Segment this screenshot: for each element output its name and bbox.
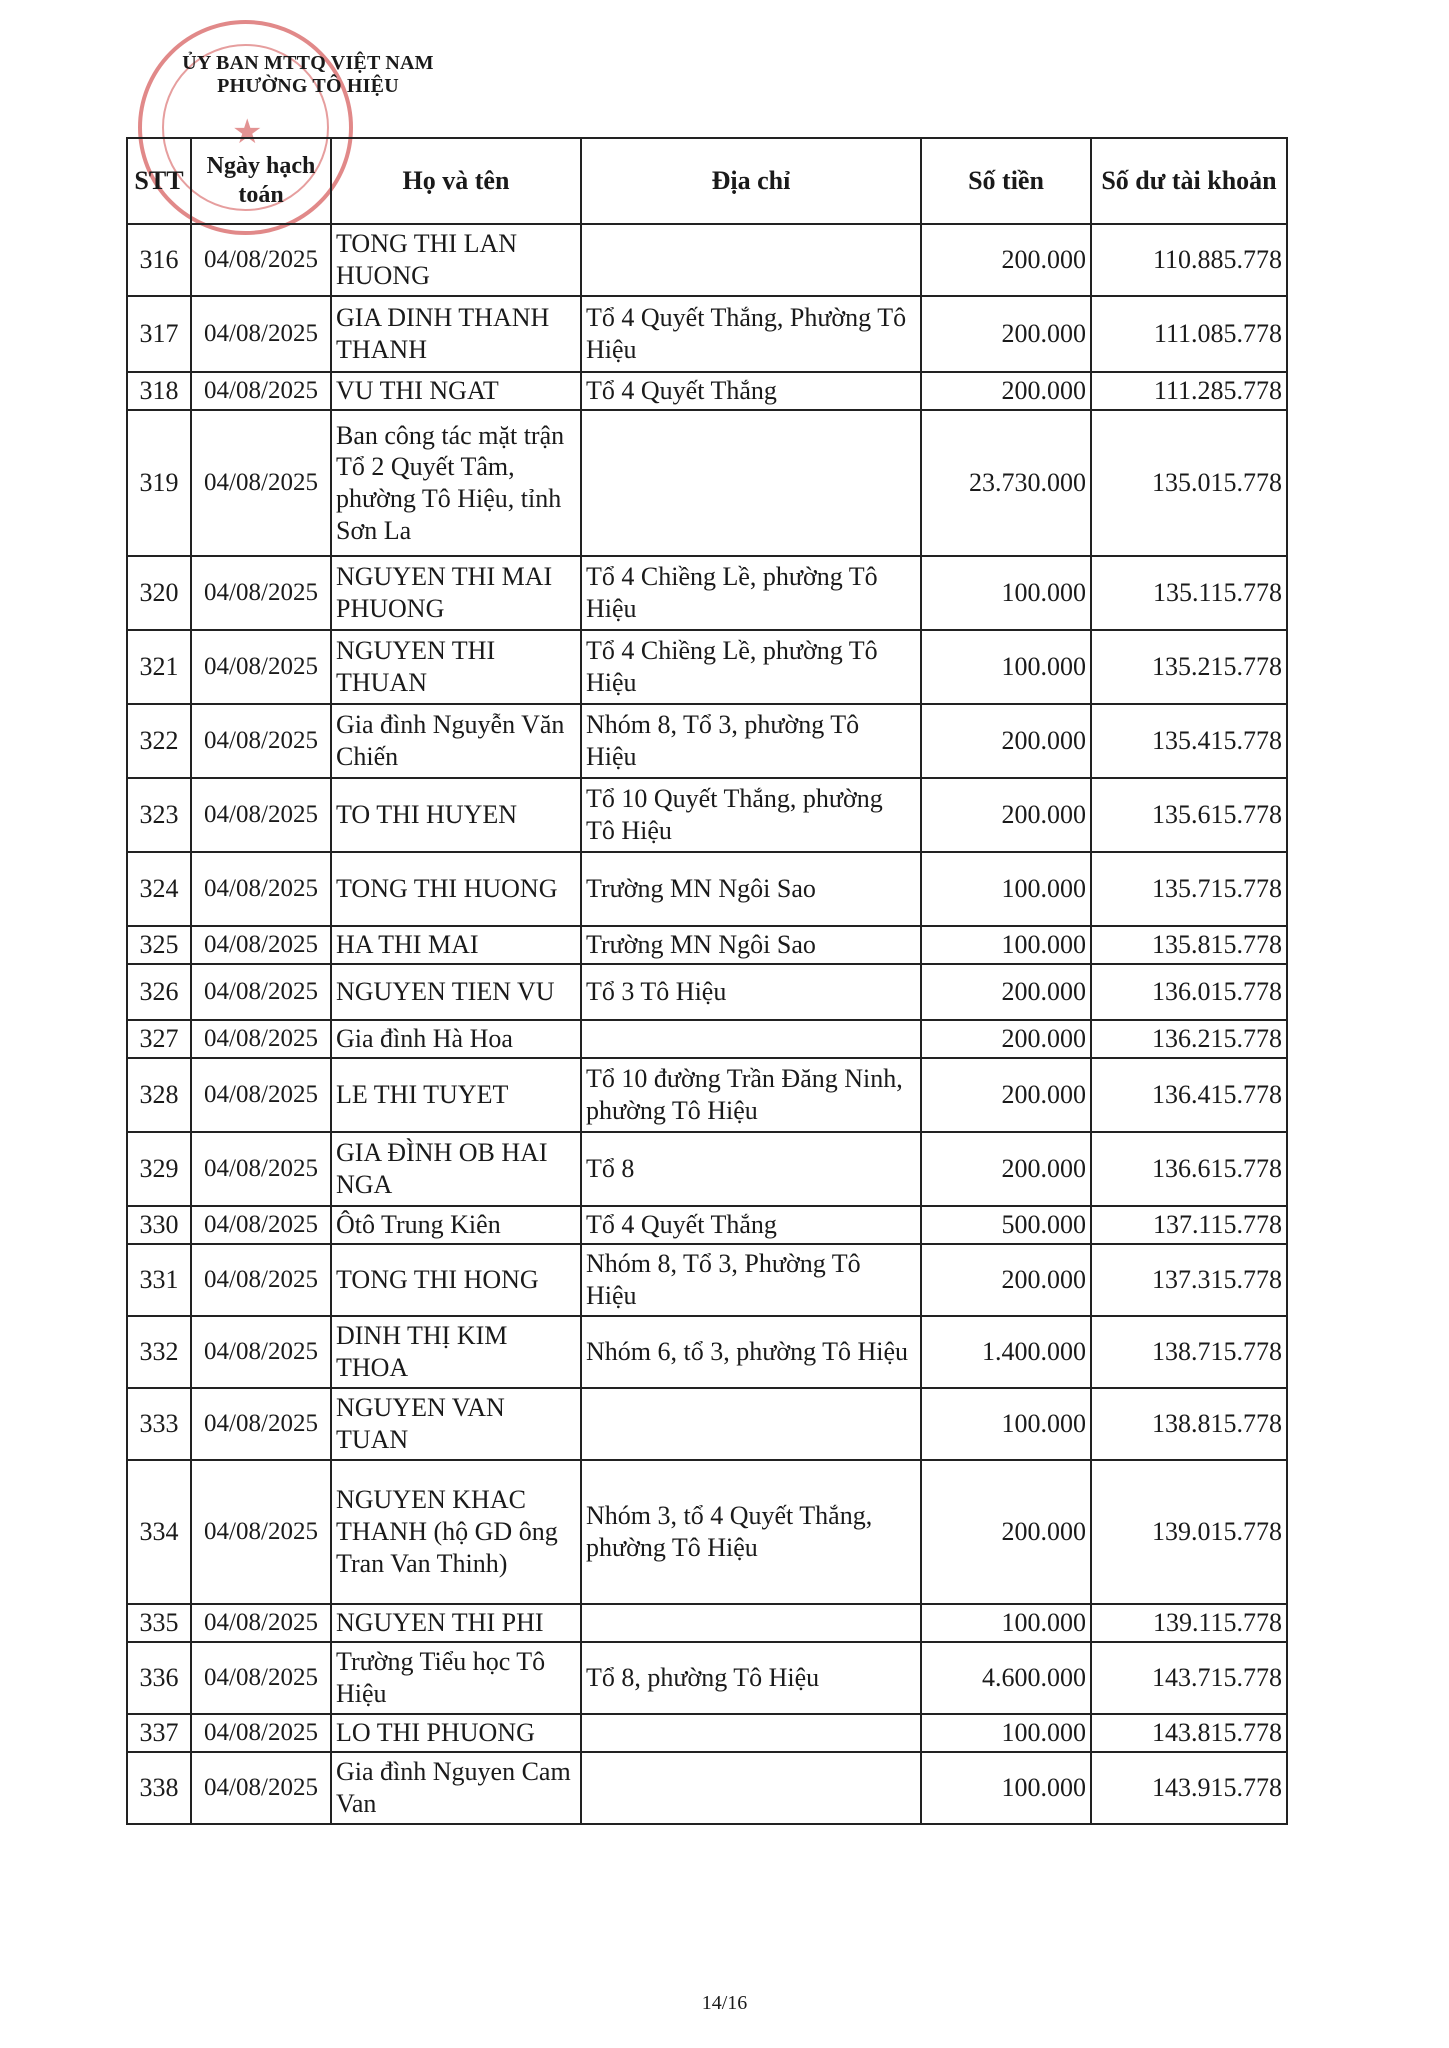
cell-name: GIA ĐÌNH OB HAI NGA <box>331 1132 581 1206</box>
cell-address <box>581 1714 921 1752</box>
cell-stt: 316 <box>127 224 191 296</box>
cell-address: Nhóm 8, Tổ 3, Phường Tô Hiệu <box>581 1244 921 1316</box>
cell-balance: 143.815.778 <box>1091 1714 1287 1752</box>
cell-balance: 138.815.778 <box>1091 1388 1287 1460</box>
cell-balance: 135.615.778 <box>1091 778 1287 852</box>
table-row <box>127 296 1287 372</box>
cell-name: TONG THI HONG <box>331 1244 581 1316</box>
table-row <box>127 1020 1287 1058</box>
cell-address: Tổ 4 Quyết Thắng <box>581 1206 921 1244</box>
cell-amount: 4.600.000 <box>921 1642 1091 1714</box>
header-stt: STT <box>127 138 191 224</box>
cell-name: Ban công tác mặt trận Tổ 2 Quyết Tâm, phường Tô Hiệu, tỉnh Sơn La <box>331 410 581 556</box>
cell-name: Gia đình Nguyen Cam Van <box>331 1752 581 1824</box>
cell-address: Trường MN Ngôi Sao <box>581 852 921 926</box>
table-row <box>127 1206 1287 1244</box>
cell-stt: 323 <box>127 778 191 852</box>
table-row <box>127 1642 1287 1714</box>
cell-amount: 100.000 <box>921 1388 1091 1460</box>
cell-date: 04/08/2025 <box>191 1388 331 1460</box>
table-row <box>127 778 1287 852</box>
cell-amount: 200.000 <box>921 704 1091 778</box>
cell-balance: 139.015.778 <box>1091 1460 1287 1604</box>
table-row <box>127 1460 1287 1604</box>
cell-address: Tổ 8 <box>581 1132 921 1206</box>
ledger-body <box>127 224 1287 1824</box>
cell-date: 04/08/2025 <box>191 926 331 964</box>
cell-stt: 328 <box>127 1058 191 1132</box>
cell-amount: 100.000 <box>921 1752 1091 1824</box>
cell-stt: 329 <box>127 1132 191 1206</box>
table-header-row <box>127 138 1287 224</box>
header-address: Địa chỉ <box>581 138 921 224</box>
cell-name: TO THI HUYEN <box>331 778 581 852</box>
cell-name: NGUYEN VAN TUAN <box>331 1388 581 1460</box>
cell-stt: 325 <box>127 926 191 964</box>
cell-balance: 135.115.778 <box>1091 556 1287 630</box>
cell-stt: 333 <box>127 1388 191 1460</box>
cell-amount: 200.000 <box>921 372 1091 410</box>
table-row <box>127 926 1287 964</box>
header-amount: Số tiền <box>921 138 1091 224</box>
table-row <box>127 1244 1287 1316</box>
cell-balance: 136.615.778 <box>1091 1132 1287 1206</box>
cell-amount: 23.730.000 <box>921 410 1091 556</box>
cell-address: Nhóm 8, Tổ 3, phường Tô Hiệu <box>581 704 921 778</box>
table-row <box>127 372 1287 410</box>
table-row <box>127 852 1287 926</box>
cell-address: Trường MN Ngôi Sao <box>581 926 921 964</box>
cell-address: Tổ 4 Quyết Thắng, Phường Tô Hiệu <box>581 296 921 372</box>
table-row <box>127 1604 1287 1642</box>
cell-amount: 200.000 <box>921 1244 1091 1316</box>
cell-stt: 335 <box>127 1604 191 1642</box>
cell-stt: 318 <box>127 372 191 410</box>
table-row <box>127 410 1287 556</box>
cell-address: Tổ 4 Chiềng Lề, phường Tô Hiệu <box>581 556 921 630</box>
cell-balance: 135.415.778 <box>1091 704 1287 778</box>
cell-date: 04/08/2025 <box>191 630 331 704</box>
cell-stt: 332 <box>127 1316 191 1388</box>
cell-balance: 135.815.778 <box>1091 926 1287 964</box>
cell-address: Tổ 8, phường Tô Hiệu <box>581 1642 921 1714</box>
cell-balance: 137.115.778 <box>1091 1206 1287 1244</box>
cell-balance: 138.715.778 <box>1091 1316 1287 1388</box>
star-icon: ★ <box>232 114 263 151</box>
cell-stt: 337 <box>127 1714 191 1752</box>
cell-balance: 135.715.778 <box>1091 852 1287 926</box>
cell-date: 04/08/2025 <box>191 556 331 630</box>
cell-name: NGUYEN THI THUAN <box>331 630 581 704</box>
cell-date: 04/08/2025 <box>191 704 331 778</box>
cell-name: TONG THI LAN HUONG <box>331 224 581 296</box>
cell-stt: 327 <box>127 1020 191 1058</box>
donation-ledger-table <box>126 137 1288 1825</box>
cell-amount: 200.000 <box>921 224 1091 296</box>
cell-address <box>581 1020 921 1058</box>
cell-name: LO THI PHUONG <box>331 1714 581 1752</box>
cell-amount: 1.400.000 <box>921 1316 1091 1388</box>
cell-stt: 320 <box>127 556 191 630</box>
cell-amount: 200.000 <box>921 1460 1091 1604</box>
table-row <box>127 1714 1287 1752</box>
cell-name: Trường Tiểu học Tô Hiệu <box>331 1642 581 1714</box>
cell-date: 04/08/2025 <box>191 1316 331 1388</box>
cell-stt: 321 <box>127 630 191 704</box>
cell-balance: 136.015.778 <box>1091 964 1287 1020</box>
cell-date: 04/08/2025 <box>191 296 331 372</box>
cell-balance: 136.215.778 <box>1091 1020 1287 1058</box>
cell-amount: 100.000 <box>921 630 1091 704</box>
cell-stt: 322 <box>127 704 191 778</box>
cell-amount: 100.000 <box>921 1714 1091 1752</box>
table-row <box>127 964 1287 1020</box>
cell-stt: 338 <box>127 1752 191 1824</box>
cell-balance: 110.885.778 <box>1091 224 1287 296</box>
cell-balance: 143.915.778 <box>1091 1752 1287 1824</box>
cell-date: 04/08/2025 <box>191 1642 331 1714</box>
cell-balance: 135.215.778 <box>1091 630 1287 704</box>
cell-name: NGUYEN THI MAI PHUONG <box>331 556 581 630</box>
cell-amount: 200.000 <box>921 1058 1091 1132</box>
org-name-line2: PHƯỜNG TÔ HIỆU <box>217 75 399 97</box>
cell-date: 04/08/2025 <box>191 1206 331 1244</box>
cell-name: NGUYEN TIEN VU <box>331 964 581 1020</box>
cell-stt: 334 <box>127 1460 191 1604</box>
cell-address: Tổ 10 Quyết Thắng, phường Tô Hiệu <box>581 778 921 852</box>
cell-amount: 100.000 <box>921 556 1091 630</box>
table-row <box>127 630 1287 704</box>
cell-name: NGUYEN THI PHI <box>331 1604 581 1642</box>
cell-name: Ôtô Trung Kiên <box>331 1206 581 1244</box>
cell-name: TONG THI HUONG <box>331 852 581 926</box>
cell-date: 04/08/2025 <box>191 1132 331 1206</box>
cell-address <box>581 410 921 556</box>
cell-date: 04/08/2025 <box>191 372 331 410</box>
table-row <box>127 556 1287 630</box>
cell-amount: 100.000 <box>921 926 1091 964</box>
cell-address: Tổ 10 đường Trần Đăng Ninh, phường Tô Hiệu <box>581 1058 921 1132</box>
cell-date: 04/08/2025 <box>191 224 331 296</box>
cell-name: Gia đình Nguyễn Văn Chiến <box>331 704 581 778</box>
cell-balance: 111.085.778 <box>1091 296 1287 372</box>
cell-balance: 111.285.778 <box>1091 372 1287 410</box>
cell-stt: 331 <box>127 1244 191 1316</box>
cell-amount: 200.000 <box>921 964 1091 1020</box>
cell-date: 04/08/2025 <box>191 1714 331 1752</box>
cell-name: VU THI NGAT <box>331 372 581 410</box>
cell-amount: 100.000 <box>921 1604 1091 1642</box>
cell-balance: 136.415.778 <box>1091 1058 1287 1132</box>
cell-amount: 200.000 <box>921 296 1091 372</box>
document-header <box>148 52 468 98</box>
cell-stt: 319 <box>127 410 191 556</box>
cell-date: 04/08/2025 <box>191 1058 331 1132</box>
page-number: 14/16 <box>701 1992 748 2014</box>
table-row <box>127 1058 1287 1132</box>
cell-amount: 200.000 <box>921 1132 1091 1206</box>
cell-date: 04/08/2025 <box>191 778 331 852</box>
cell-address: Tổ 4 Quyết Thắng <box>581 372 921 410</box>
cell-date: 04/08/2025 <box>191 1020 331 1058</box>
cell-address <box>581 1604 921 1642</box>
cell-date: 04/08/2025 <box>191 1460 331 1604</box>
cell-stt: 317 <box>127 296 191 372</box>
cell-amount: 200.000 <box>921 778 1091 852</box>
cell-name: Gia đình Hà Hoa <box>331 1020 581 1058</box>
cell-balance: 139.115.778 <box>1091 1604 1287 1642</box>
cell-address <box>581 1752 921 1824</box>
cell-date: 04/08/2025 <box>191 1244 331 1316</box>
table-row <box>127 1316 1287 1388</box>
cell-name: HA THI MAI <box>331 926 581 964</box>
cell-address <box>581 1388 921 1460</box>
cell-amount: 200.000 <box>921 1020 1091 1058</box>
cell-name: LE THI TUYET <box>331 1058 581 1132</box>
cell-balance: 143.715.778 <box>1091 1642 1287 1714</box>
header-balance: Số dư tài khoản <box>1091 138 1287 224</box>
cell-date: 04/08/2025 <box>191 1604 331 1642</box>
cell-name: NGUYEN KHAC THANH (hộ GD ông Tran Van Thinh) <box>331 1460 581 1604</box>
cell-amount: 500.000 <box>921 1206 1091 1244</box>
cell-stt: 326 <box>127 964 191 1020</box>
header-name: Họ và tên <box>331 138 581 224</box>
cell-stt: 336 <box>127 1642 191 1714</box>
cell-address: Tổ 3 Tô Hiệu <box>581 964 921 1020</box>
org-name-line1: ỦY BAN MTTQ VIỆT NAM <box>182 52 434 74</box>
cell-name: DINH THỊ KIM THOA <box>331 1316 581 1388</box>
table-row <box>127 224 1287 296</box>
table-row <box>127 1388 1287 1460</box>
cell-date: 04/08/2025 <box>191 410 331 556</box>
cell-address <box>581 224 921 296</box>
cell-stt: 324 <box>127 852 191 926</box>
cell-balance: 135.015.778 <box>1091 410 1287 556</box>
cell-address: Nhóm 3, tổ 4 Quyết Thắng, phường Tô Hiệu <box>581 1460 921 1604</box>
table-row <box>127 1752 1287 1824</box>
table-row <box>127 1132 1287 1206</box>
table-row <box>127 704 1287 778</box>
header-date: Ngày hạch toán <box>191 138 331 224</box>
cell-balance: 137.315.778 <box>1091 1244 1287 1316</box>
cell-date: 04/08/2025 <box>191 964 331 1020</box>
cell-stt: 330 <box>127 1206 191 1244</box>
cell-name: GIA DINH THANH THANH <box>331 296 581 372</box>
cell-address: Nhóm 6, tổ 3, phường Tô Hiệu <box>581 1316 921 1388</box>
cell-date: 04/08/2025 <box>191 1752 331 1824</box>
cell-date: 04/08/2025 <box>191 852 331 926</box>
cell-address: Tổ 4 Chiềng Lề, phường Tô Hiệu <box>581 630 921 704</box>
cell-amount: 100.000 <box>921 852 1091 926</box>
